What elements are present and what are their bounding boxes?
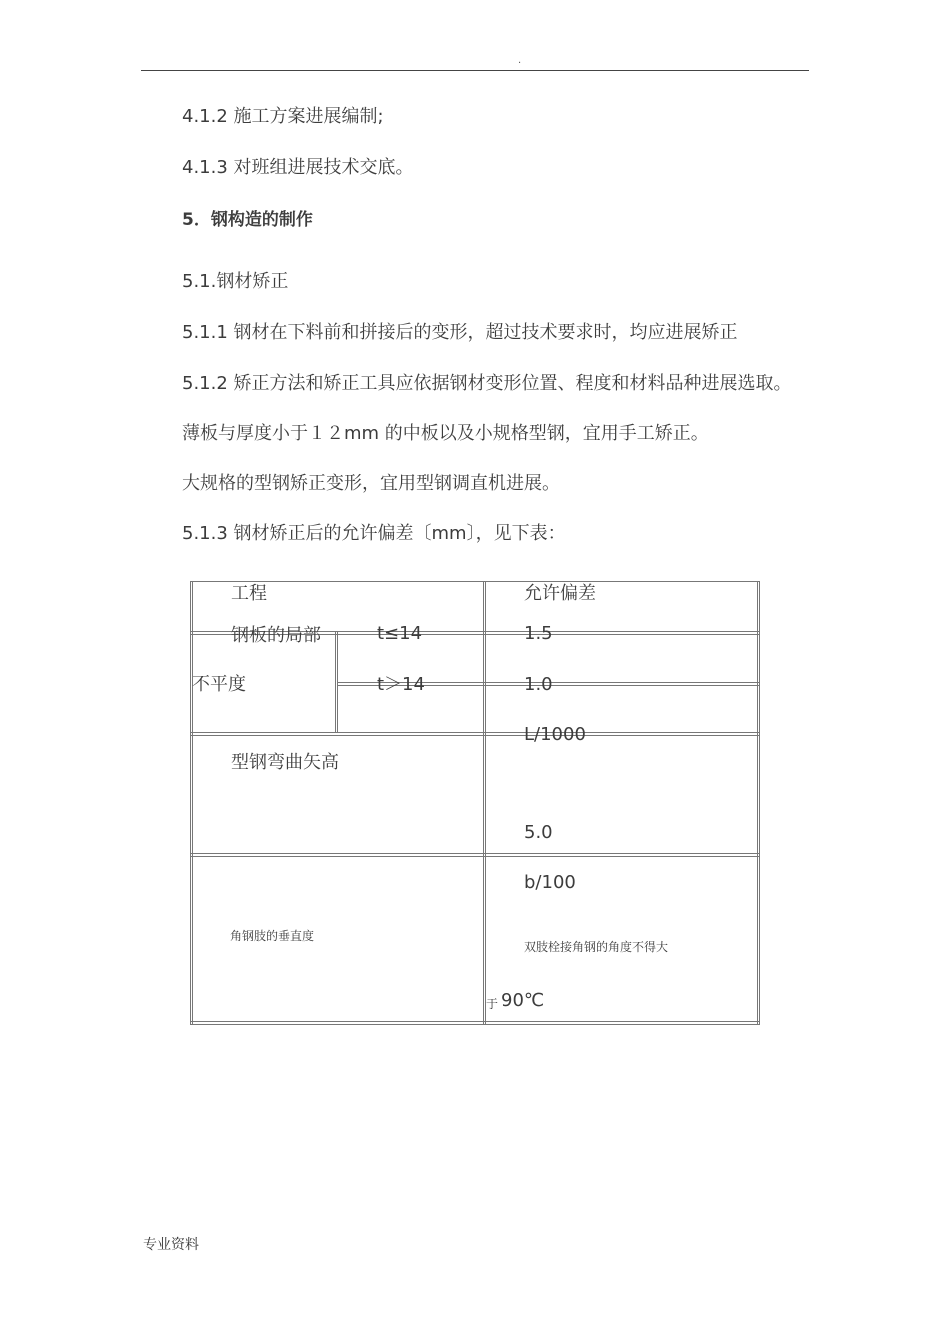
table-rule: [190, 732, 760, 733]
angle-value-ratio: b/100: [524, 872, 576, 893]
table-border-top: [190, 581, 760, 582]
table-column-divider: [485, 581, 486, 1025]
paragraph-5-1-2: 5.1.2 矫正方法和矫正工具应依据钢材变形位置、程度和材料品种进展选取。: [182, 373, 792, 394]
value-1-5: 1.5: [524, 623, 553, 644]
paragraph-thin-plate: 薄板与厚度小于１２mm 的中板以及小规格型钢，宜用手工矫正。: [182, 423, 709, 444]
table-rule: [190, 853, 760, 854]
angle-value-degree: 90℃: [501, 990, 545, 1011]
header-item-cell: 工程: [231, 583, 267, 604]
angle-value-prefix: 于: [486, 997, 499, 1011]
table-column-divider: [337, 631, 338, 733]
table-border-left: [192, 581, 193, 1025]
section-title: 5．钢构造的制作: [182, 210, 313, 230]
flatness-label-line2: 不平度: [192, 674, 246, 695]
bend-label: 型钢弯曲矢高: [231, 752, 339, 773]
bend-value-ratio: L/1000: [524, 724, 586, 745]
bend-value-max: 5.0: [524, 822, 553, 843]
value-1-0: 1.0: [524, 674, 553, 695]
angle-label: 角钢肢的垂直度: [230, 929, 315, 943]
header-tolerance-cell: 允许偏差: [524, 583, 596, 604]
paragraph-4-1-3: 4.1.3 对班组进展技术交底。: [182, 157, 414, 178]
condition-t-gt-14: t＞14: [377, 674, 425, 695]
subsection-title: 5.1.钢材矫正: [182, 271, 289, 292]
footer-label: 专业资料: [143, 1237, 199, 1253]
table-column-divider: [483, 581, 484, 1025]
tolerance-table: [190, 581, 760, 1025]
angle-value-note: 双肢栓接角钢的角度不得大: [524, 940, 669, 954]
table-column-divider: [335, 631, 336, 733]
table-rule: [190, 856, 760, 857]
paragraph-5-1-3: 5.1.3 钢材矫正后的允许偏差〔mm〕，见下表：: [182, 523, 566, 544]
table-border-bottom: [190, 1021, 760, 1022]
paragraph-4-1-2: 4.1.2 施工方案进展编制;: [182, 106, 384, 127]
paragraph-large-section: 大规格的型钢矫正变形，宜用型钢调直机进展。: [182, 473, 560, 494]
table-border-bottom: [190, 1024, 760, 1025]
page-header-mark: .: [518, 55, 522, 66]
flatness-label-line1: 钢板的局部: [231, 625, 321, 646]
condition-t-le-14: t≤14: [377, 623, 423, 644]
table-border-right: [757, 581, 758, 1025]
table-border-right: [759, 581, 760, 1025]
paragraph-5-1-1: 5.1.1 钢材在下料前和拼接后的变形，超过技术要求时，均应进展矫正: [182, 322, 738, 343]
table-rule: [190, 735, 760, 736]
header-rule: [141, 70, 809, 71]
table-border-left: [190, 581, 191, 1025]
